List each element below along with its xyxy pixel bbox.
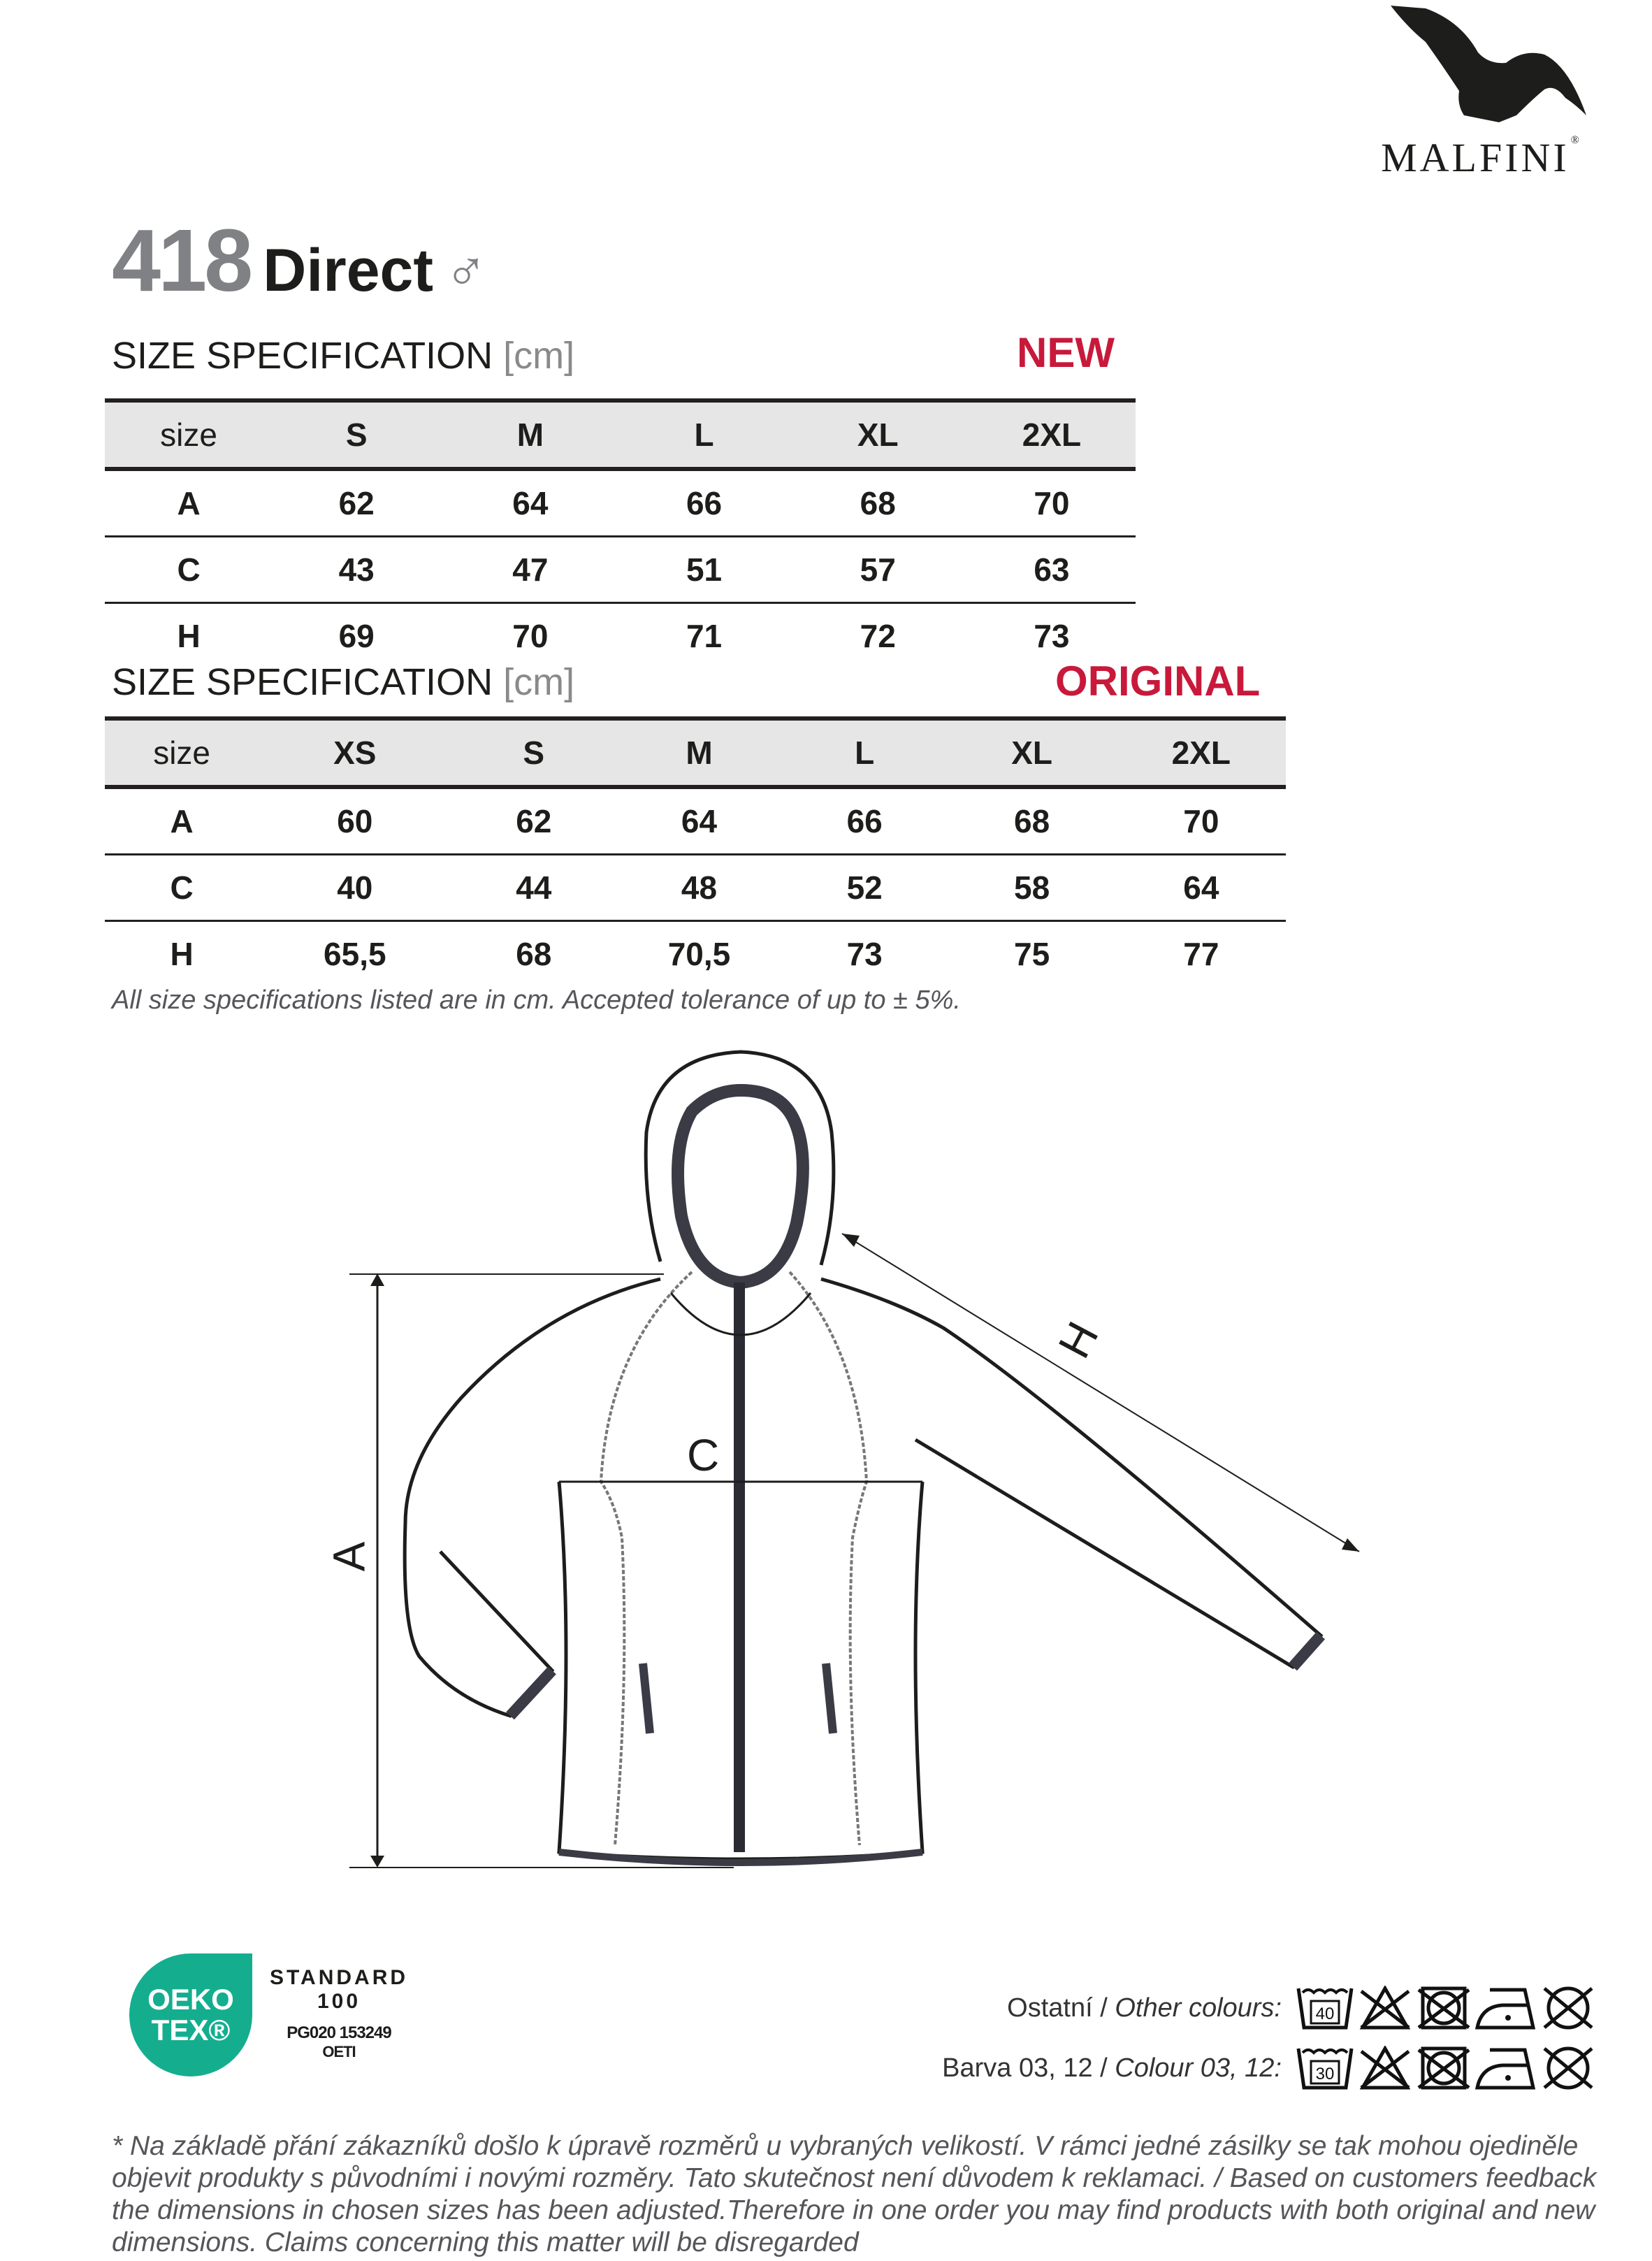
svg-text:30: 30 <box>1315 2065 1335 2083</box>
product-name: Direct <box>263 237 433 304</box>
header-cell: M <box>616 718 782 787</box>
no-dry-clean-icon <box>1540 1986 1596 2030</box>
care-row-colour-03-12 <box>942 2044 1596 2093</box>
svg-text:40: 40 <box>1315 2004 1335 2023</box>
brand-name: MALFINI ® <box>1381 134 1582 180</box>
tolerance-note: All size specifications listed are in cm. Accepted tolerance of up to ± 5%. <box>112 985 961 1015</box>
oeko-tex-logo: OEKO TEX® <box>129 1953 252 2076</box>
iron-low-icon <box>1475 1986 1537 2030</box>
header-cell: 2XL <box>1117 718 1286 787</box>
measure-label-h: H <box>1048 1313 1108 1366</box>
header-cell: size <box>105 400 273 469</box>
care-label: Barva 03, 12 / Colour 03, 12: <box>942 2053 1282 2083</box>
header-cell: S <box>451 718 616 787</box>
table-row: H 69 70 71 72 73 <box>177 618 1070 654</box>
measure-label-a: A <box>324 1541 375 1572</box>
original-tag: ORIGINAL <box>1055 658 1261 705</box>
page-title <box>112 210 488 310</box>
header-cell: L <box>782 718 948 787</box>
table-header-row <box>105 400 1136 469</box>
care-icons <box>1296 2046 1596 2090</box>
table-row: C 43 47 51 57 63 <box>105 537 1136 603</box>
no-bleach-icon <box>1357 1986 1413 2030</box>
header-cell: XS <box>259 718 451 787</box>
table-row: A 60 62 64 66 68 70 <box>105 787 1286 855</box>
male-symbol-icon: ♂ <box>444 240 488 303</box>
product-number: 418 <box>112 211 251 310</box>
oeko-standard-text: STANDARD 100 PG020 153249 OETI <box>269 1966 409 2060</box>
wash-40-icon <box>1296 1986 1354 2030</box>
header-cell: S <box>273 400 440 469</box>
new-tag: NEW <box>1017 329 1115 376</box>
jacket-technical-drawing <box>307 1041 1384 1894</box>
bird-logo-icon <box>1377 0 1586 129</box>
care-row-other-colours <box>1007 1984 1596 2032</box>
header-cell: XL <box>948 718 1117 787</box>
original-size-table <box>105 716 1286 986</box>
no-bleach-icon <box>1357 2046 1413 2090</box>
no-dry-clean-icon <box>1540 2046 1596 2090</box>
care-icons <box>1296 1986 1596 2030</box>
no-tumble-dry-icon <box>1416 2046 1472 2090</box>
jacket-outline-icon <box>307 1041 1384 1894</box>
header-cell: XL <box>788 400 968 469</box>
header-cell: L <box>620 400 788 469</box>
table-header-row <box>105 718 1286 787</box>
new-size-table <box>105 398 1136 668</box>
measure-label-c: C <box>687 1430 720 1480</box>
footer-disclaimer: * Na základě přání zákazníků došlo k úpravě rozměrů u vybraných velikostí. V rámci jedné zásilky se tak mohou ojediněle objevit produkty s původními i novými rozměry. Tato skutečnost není důvodem k reklamaci. / Based on customers feedback the dimensions in chosen sizes has been adjusted.Therefore in one order you may find products with both original and new dimensions. Claims concerning this matter will be disregarded <box>112 2131 1597 2258</box>
no-tumble-dry-icon <box>1416 1986 1472 2030</box>
oeko-tex-certification <box>129 1953 423 2093</box>
header-cell: size <box>105 718 259 787</box>
iron-low-icon <box>1475 2046 1537 2090</box>
care-label: Ostatní / Other colours: <box>1007 1993 1282 2023</box>
new-spec-heading: SIZE SPECIFICATION [cm] <box>112 335 575 377</box>
malfini-logo <box>1356 0 1635 182</box>
wash-30-icon <box>1296 2046 1354 2090</box>
header-cell: M <box>440 400 620 469</box>
header-cell: 2XL <box>968 400 1136 469</box>
table-row: A 62 64 66 68 70 <box>105 469 1136 537</box>
table-row: C 40 44 48 52 58 64 <box>105 855 1286 921</box>
table-row: H 65,5 68 70,5 73 75 77 <box>170 936 1219 972</box>
original-spec-heading: SIZE SPECIFICATION [cm] <box>112 661 575 703</box>
